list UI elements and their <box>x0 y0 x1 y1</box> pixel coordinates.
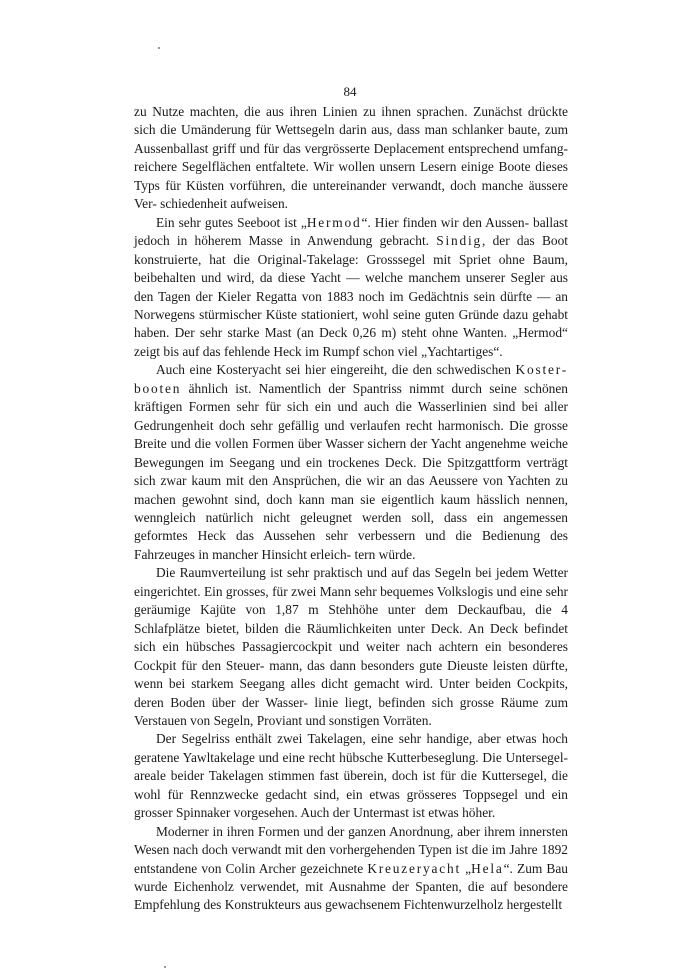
paragraph <box>134 361 568 564</box>
spaced-name: Kreuzeryacht <box>367 860 462 876</box>
text-segment: zu Nutze machten, die aus ihren Linien zu ihnen sprachen. Zunächst drückte sich die Umänderung für Wettsegeln darin aus, dass man schlanker baute, zum Aussenballast griff und für das vergrösserte Deplacement entsprechend umfang- reichere Segelflächen entfaltete. Wir wollen unsern Lesern einige Boote dieses Typs für Küsten vorführen, die untereinander verwandt, doch manche äussere Ver- schiedenheit aufweisen. <box>134 104 568 212</box>
spaced-name: Koster- booten <box>134 362 568 396</box>
text-segment: ähnlich ist. Namentlich der Spantriss nimmt durch seine schönen kräftigen Formen sehr für sich ein und auch die Wasserlinien sind bei aller Gedrungenheit doch sehr gefällig und verlaufen recht harmonisch. Die grosse Breite und die vollen Formen über Wasser sichern der Yacht angenehme weiche Bewegungen im Seegang und ein trockenes Deck. Die Spitzgattform verträgt sich zwar kaum mit den Ansprüchen, die wir an das Aeussere von Yachten zu machen gewohnt sind, doch kann man sie eigentlich kaum hässlich nennen, wenngleich natürlich nicht geleugnet werden soll, dass ein angemessen geformtes Heck das Aussehen sehr verbessern und die Bedienung des Fahrzeuges in mancher Hinsicht erleich- tern würde. <box>134 380 568 562</box>
text-segment: “. Zum Bau wurde Eichenholz verwendet, mit Ausnahme der Spanten, die auf besondere Empfehlung des Konstrukteurs aus gewachsenem Fichtenwurzelholz hergestellt <box>134 860 568 913</box>
paragraph <box>134 103 568 214</box>
paragraph <box>134 823 568 915</box>
text-segment: Der Segelriss enthält zwei Takelagen, eine sehr handige, aber etwas hoch geratene Yawltakelage und eine recht hübsche Kutterbeseglung. Die Untersegel- areale beider Takelagen stimmen fast überein, doch ist für die Kuttersegel, die wohl für Rennzwecke gedacht sind, ein etwas grösseres Toppsegel und ein grosser Spinnaker vorgesehen. Auch der Untermast ist etwas höher. <box>134 731 568 821</box>
text-segment: Die Raumverteilung ist sehr praktisch und auf das Segeln bei jedem Wetter eingerichtet. Ein grosses, für zwei Mann sehr bequemes Volkslogis und eine sehr geräumige Kajüte von 1,87 m Stehhöhe unter dem Deckaufbau, die 4 Schlafplätze bietet, bilden die Räumlichkeiten unter Deck. An Deck befindet sich ein hübsches Passagiercockpit und weiter nach achtern ein besonderes Cockpit für den Steuer- mann, das dann besonders gute Dieuste leisten dürfte, wenn bei starkem Seegang alles dicht gemacht wird. Unter beiden Cockpits, deren Boden über der Wasser- linie liegt, befinden sich grosse Räume zum Verstauen von Segeln, Proviant und sonstigen Vorräten. <box>134 565 568 728</box>
text-segment: “. Hier finden wir den Aussen- ballast jedoch in höherem Masse in Anwendung gebracht. <box>134 214 568 249</box>
spaced-name: Hela <box>471 860 504 876</box>
text-segment: , der das Boot konstruierte, hat die Original-Takelage: Grosssegel mit Spriet ohne Baum, beibehalten und wird, da diese Yacht — welche manchem unserer Segler aus den Tagen der Kieler Regatta von 1883 noch im Gedächtnis sein dürfte — an Norwegens stürmischer Küste stationiert, wohl seine guten Gründe dazu gehabt haben. Der sehr starke Mast (an Deck 0,26 m) steht ohne Wanten. „Hermod“ zeigt bis auf das fehlende Heck im Rumpf schon viel „Yachtartiges“. <box>134 233 568 359</box>
page-number: 84 <box>343 84 357 99</box>
paragraph <box>134 730 568 822</box>
spaced-name: Sindig <box>436 233 483 249</box>
scan-speck <box>158 47 160 49</box>
paragraph <box>134 214 568 362</box>
text-segment: Auch eine Kosteryacht sei hier eingereiht, die den schwedischen <box>156 362 516 378</box>
text-segment: Moderner in ihren Formen und der ganzen Anordnung, aber ihrem innersten Wesen nach doch verwandt mit den vorhergehenden Typen ist die im Jahre 1892 entstandene von Colin Archer gezeichnete <box>134 823 568 876</box>
paragraph <box>134 564 568 730</box>
text-segment: Ein sehr gutes Seeboot ist „ <box>156 214 307 230</box>
scan-speck <box>164 966 166 968</box>
spaced-name: Hermod <box>306 214 362 230</box>
body-text <box>134 103 568 915</box>
text-segment: „ <box>461 860 472 876</box>
